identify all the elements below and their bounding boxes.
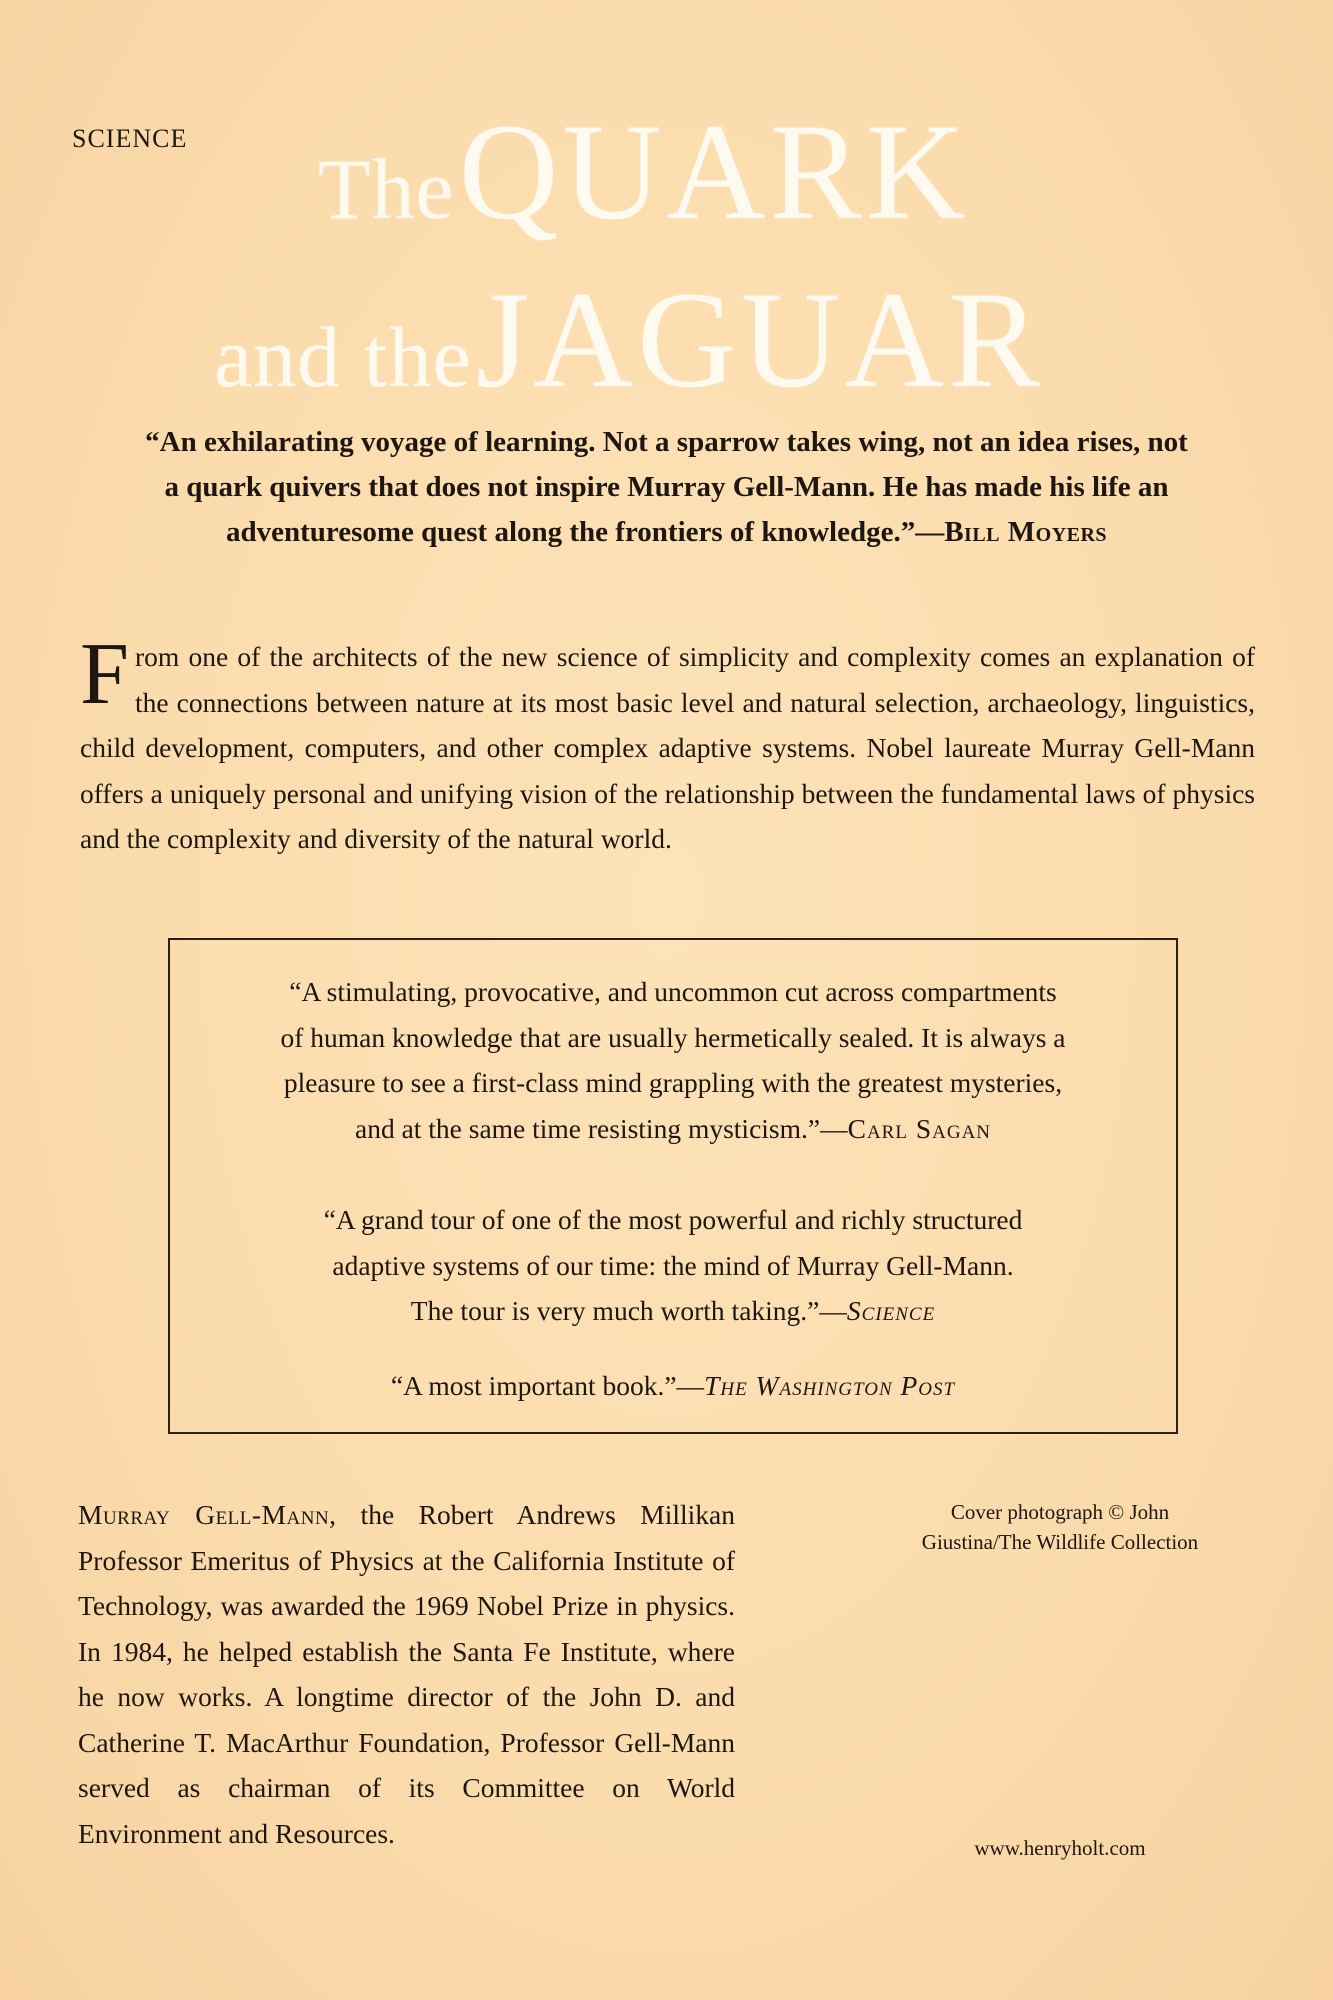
title-and-the: and the [214, 309, 472, 405]
author-name: Murray Gell-Mann [78, 1499, 330, 1530]
publisher-website: www.henryholt.com [974, 1836, 1146, 1860]
title-the: The [318, 141, 455, 237]
quote-line [170, 1106, 1176, 1152]
quote-line: adaptive systems of our time: the mind of Murray Gell-Mann. [332, 1249, 1014, 1281]
quote-line: “A grand tour of one of the most powerful and richly structured [323, 1204, 1023, 1235]
quote-attribution: The Washington Post [704, 1370, 956, 1401]
photo-credit-line: Giustina/The Wildlife Collection [921, 1530, 1199, 1554]
quote-line-text: The tour is very much worth taking.”— [410, 1295, 847, 1326]
photo-credit-line: Cover photograph © John [950, 1500, 1170, 1524]
drop-cap: F [80, 626, 129, 723]
title-line-2 [214, 260, 1044, 419]
title-jaguar: JAGUAR [475, 263, 1045, 416]
author-bio [78, 1492, 735, 1856]
description-text: rom one of the architects of the new science of simplicity and complexity comes an explanation of the connections between nature at its most basic level and natural selection, archaeology, linguistics, child development, computers, and other complex adaptive systems. Nobel laureate Murray Gell-Mann offers a uniquely personal and unifying vision of the relationship between the fundamental laws of physics and the complexity and diversity of the natural world. [80, 641, 1255, 854]
quote-line: of human knowledge that are usually hermetically sealed. It is always a [280, 1021, 1066, 1053]
quote-line-text: and at the same time resisting mysticism.”— [354, 1112, 848, 1144]
quote-attribution: Carl Sagan [847, 1112, 992, 1144]
pull-quote-text: “An exhilarating voyage of learning. Not a sparrow takes wing, not an idea rises, not a quark quivers that does not inspire Murray Gell-Mann. He has made his life an adventuresome quest along the frontiers of knowledge.”— [145, 426, 1188, 548]
quote-line: “A stimulating, provocative, and uncommon cut across compartments [289, 976, 1057, 1007]
title-quark: QUARK [458, 95, 970, 248]
book-description [80, 626, 1255, 862]
pull-quote-attribution: Bill Moyers [944, 516, 1108, 548]
review-quote [170, 1363, 1176, 1409]
review-quote [170, 1197, 1176, 1334]
title-line-1 [318, 92, 969, 251]
review-quote [170, 969, 1176, 1151]
quote-line [170, 1288, 1176, 1334]
photo-credit [860, 1497, 1260, 1557]
pull-quote [140, 420, 1193, 555]
author-bio-text: , the Robert Andrews Millikan Professor Emeritus of Physics at the California Institute of Technology, was awarded the 1969 Nobel Prize in physics. In 1984, he helped establish the Santa Fe Institute, where he now works. A longtime director of the John D. and Catherine T. MacArthur Foundation, Professor Gell-Mann served as chairman of its Committee on World Environment and Resources. [78, 1499, 735, 1849]
quote-line [170, 1363, 1176, 1409]
quote-line-text: “A most important book.”— [390, 1370, 705, 1401]
review-quotes-box [168, 938, 1178, 1434]
quote-attribution: Science [846, 1295, 936, 1326]
category-label: SCIENCE [72, 124, 188, 153]
quote-line: pleasure to see a first-class mind grappling with the greatest mysteries, [283, 1067, 1063, 1098]
